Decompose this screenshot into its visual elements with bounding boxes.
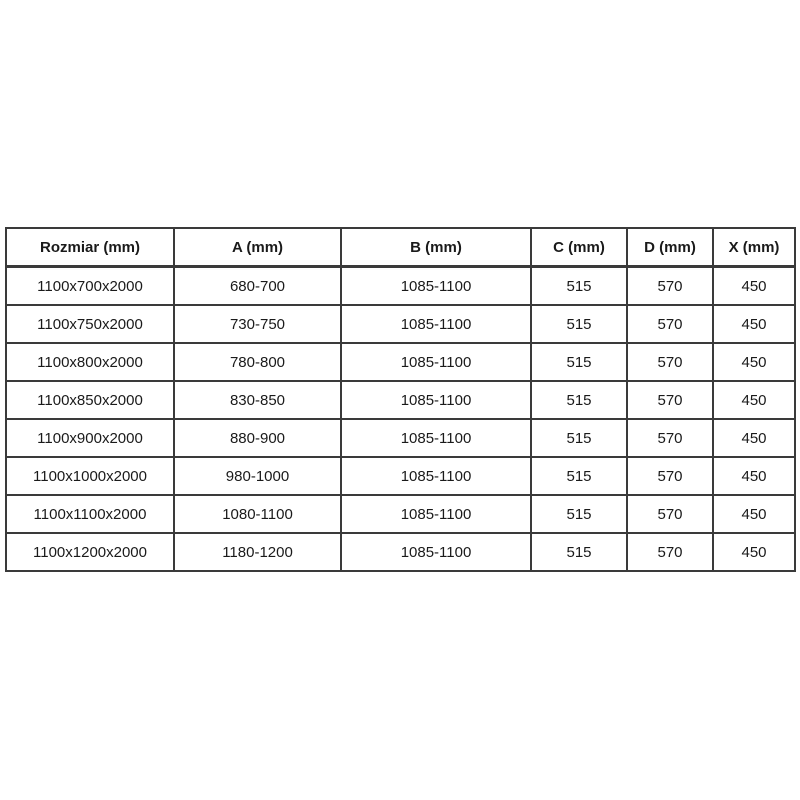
cell-c: 515 (531, 381, 627, 419)
cell-x: 450 (713, 419, 795, 457)
cell-x: 450 (713, 343, 795, 381)
table-row (6, 419, 795, 457)
cell-c: 515 (531, 343, 627, 381)
cell-a: 830-850 (174, 381, 341, 419)
cell-c: 515 (531, 419, 627, 457)
cell-rozmiar: 1100x1100x2000 (6, 495, 174, 533)
column-header-x: X (mm) (713, 228, 795, 267)
table-body (6, 267, 795, 572)
cell-b: 1085-1100 (341, 343, 531, 381)
column-header-d: D (mm) (627, 228, 713, 267)
cell-rozmiar: 1100x800x2000 (6, 343, 174, 381)
cell-rozmiar: 1100x750x2000 (6, 305, 174, 343)
cell-d: 570 (627, 457, 713, 495)
cell-x: 450 (713, 533, 795, 571)
cell-x: 450 (713, 381, 795, 419)
size-spec-table-container (5, 227, 794, 572)
column-header-a: A (mm) (174, 228, 341, 267)
cell-c: 515 (531, 305, 627, 343)
cell-x: 450 (713, 305, 795, 343)
cell-d: 570 (627, 343, 713, 381)
cell-d: 570 (627, 305, 713, 343)
cell-b: 1085-1100 (341, 419, 531, 457)
cell-b: 1085-1100 (341, 305, 531, 343)
cell-d: 570 (627, 267, 713, 306)
cell-b: 1085-1100 (341, 457, 531, 495)
cell-rozmiar: 1100x1200x2000 (6, 533, 174, 571)
cell-x: 450 (713, 457, 795, 495)
column-header-c: C (mm) (531, 228, 627, 267)
cell-c: 515 (531, 533, 627, 571)
table-row (6, 533, 795, 571)
cell-d: 570 (627, 419, 713, 457)
table-header (6, 228, 795, 267)
column-header-rozmiar: Rozmiar (mm) (6, 228, 174, 267)
header-row (6, 228, 795, 267)
cell-b: 1085-1100 (341, 267, 531, 306)
cell-a: 1080-1100 (174, 495, 341, 533)
cell-rozmiar: 1100x850x2000 (6, 381, 174, 419)
cell-rozmiar: 1100x700x2000 (6, 267, 174, 306)
cell-d: 570 (627, 381, 713, 419)
cell-rozmiar: 1100x900x2000 (6, 419, 174, 457)
cell-b: 1085-1100 (341, 381, 531, 419)
cell-a: 680-700 (174, 267, 341, 306)
cell-a: 880-900 (174, 419, 341, 457)
cell-rozmiar: 1100x1000x2000 (6, 457, 174, 495)
table-row (6, 495, 795, 533)
cell-c: 515 (531, 457, 627, 495)
cell-a: 730-750 (174, 305, 341, 343)
table-row (6, 267, 795, 306)
cell-a: 1180-1200 (174, 533, 341, 571)
table-row (6, 381, 795, 419)
cell-a: 980-1000 (174, 457, 341, 495)
cell-b: 1085-1100 (341, 533, 531, 571)
cell-a: 780-800 (174, 343, 341, 381)
column-header-b: B (mm) (341, 228, 531, 267)
table-row (6, 343, 795, 381)
table-row (6, 305, 795, 343)
size-spec-table (5, 227, 796, 572)
cell-c: 515 (531, 495, 627, 533)
cell-d: 570 (627, 495, 713, 533)
table-row (6, 457, 795, 495)
cell-c: 515 (531, 267, 627, 306)
cell-x: 450 (713, 495, 795, 533)
cell-d: 570 (627, 533, 713, 571)
cell-x: 450 (713, 267, 795, 306)
cell-b: 1085-1100 (341, 495, 531, 533)
